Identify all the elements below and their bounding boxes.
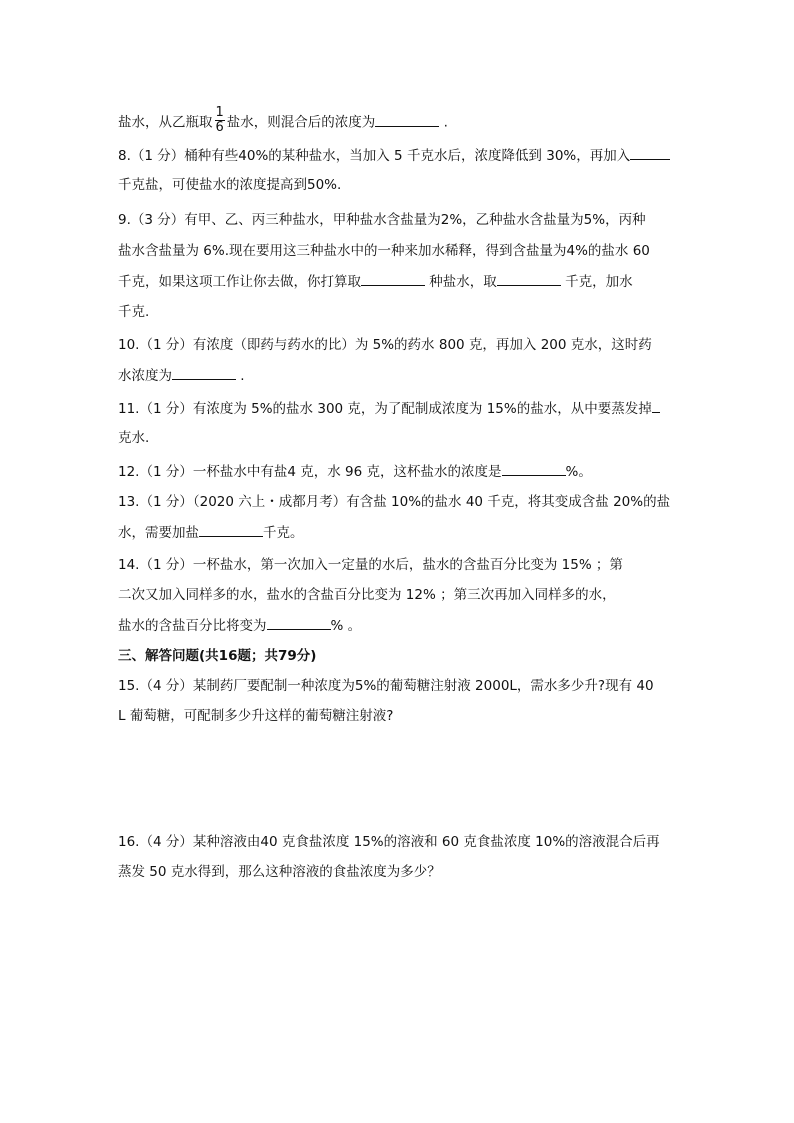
q15-text: 15.（4 分）某制药厂要配制一种浓度为5%的葡萄糖注射液 2000L，需水多少升?现有 40: [118, 678, 654, 694]
q12-answer-blank[interactable]: [502, 461, 566, 476]
q9-text: 9.（3 分）有甲、乙、丙三种盐水，甲种盐水含盐量为2%，乙种盐水含盐量为5%，丙种: [118, 212, 646, 228]
fraction-denominator: 6: [215, 120, 224, 135]
q9-text-2: 盐水含盐量为 6%.现在要用这三种盐水中的一种来加水稀释，得到含盐量为4%的盐水 60: [118, 243, 650, 259]
q7-end: .: [439, 114, 448, 131]
q8-text-2: 千克盐，可使盐水的浓度提高到50%.: [118, 177, 342, 193]
q9-text-3a: 千克，如果这项工作让你去做，你打算取: [118, 274, 361, 290]
q14-end: % 。: [330, 618, 362, 634]
q10-text-2: 水浓度为: [118, 368, 172, 384]
q12-line: [118, 461, 678, 482]
q10-line-2: [118, 365, 678, 386]
q14-line-1: [118, 555, 678, 575]
q10-text: 10.（1 分）有浓度（即药与药水的比）为 5%的药水 800 克，再加入 200 克水，这时药: [118, 337, 652, 353]
q11-text-2: 克水.: [118, 430, 150, 446]
q16-line-2: [118, 862, 678, 882]
q9-text-4: 千克.: [118, 304, 150, 320]
q14-text-2: 二次又加入同样多的水，盐水的含盐百分比变为 12% ；第三次再加入同样多的水，: [118, 587, 616, 603]
q11-answer-blank[interactable]: [652, 398, 660, 413]
q7-line: [118, 105, 678, 137]
q13-text: 13.（1 分）（2020 六上・成都月考）有含盐 10%的盐水 40 千克，将其变成含盐 20%的盐: [118, 494, 671, 510]
q12-text: 12.（1 分）一杯盐水中有盐4 克，水 96 克，这杯盐水的浓度是: [118, 464, 502, 480]
q15-line-1: [118, 676, 678, 696]
q13-answer-blank[interactable]: [199, 522, 263, 537]
q14-answer-blank[interactable]: [267, 615, 331, 630]
q8-text: 8.（1 分）桶种有些40%的某种盐水，当加入 5 千克水后，浓度降低到 30%，再加入: [118, 148, 631, 164]
q9-answer-blank-1[interactable]: [361, 271, 425, 286]
q16-text: 16.（4 分）某种溶液由40 克食盐浓度 15%的溶液和 60 克食盐浓度 10%的溶液混合后再: [118, 834, 660, 850]
q16-text-2: 蒸发 50 克水得到，那么这种溶液的食盐浓度为多少？: [118, 864, 441, 880]
q9-text-3c: 千克，加水: [560, 274, 633, 290]
q9-text-3b: 种盐水，取: [425, 274, 497, 290]
q9-line-4: [118, 302, 678, 322]
q9-line-2: [118, 241, 678, 261]
q9-answer-blank-2[interactable]: [497, 271, 561, 286]
q13-line-2: [118, 522, 678, 543]
q15-text-2: L 葡萄糖，可配制多少升这样的葡萄糖注射液?: [118, 708, 394, 724]
q15-line-2: [118, 706, 678, 726]
q7-text-2: 盐水，则混合后的浓度为: [226, 114, 376, 131]
q14-text: 14.（1 分）一杯盐水，第一次加入一定量的水后，盐水的含盐百分比变为 15% ；第: [118, 557, 623, 573]
q8-line-2: [118, 175, 678, 195]
q14-line-3: [118, 615, 678, 636]
section-3-title: [118, 646, 678, 666]
q9-line-1: [118, 210, 678, 230]
q10-answer-blank[interactable]: [172, 365, 236, 380]
q16-line-1: [118, 832, 678, 852]
q12-end: %。: [565, 464, 592, 480]
q8-answer-blank[interactable]: [630, 145, 670, 160]
section-3-title-text: 三、解答问题(共16题；共79分): [118, 648, 317, 664]
fraction-one-sixth: [215, 106, 225, 135]
q11-line-1: [118, 398, 678, 419]
q10-line-1: [118, 335, 678, 355]
q14-text-3: 盐水的含盐百分比将变为: [118, 618, 267, 634]
q13-end: 千克。: [263, 525, 304, 541]
q10-end: .: [236, 368, 245, 384]
q13-text-2: 水，需要加盐: [118, 525, 199, 541]
q14-line-2: [118, 585, 678, 605]
q7-text: 盐水，从乙瓶取: [118, 114, 213, 131]
fraction-numerator: 1: [215, 105, 224, 120]
q13-line-1: [118, 492, 678, 512]
q9-line-3: [118, 271, 678, 292]
q7-answer-blank[interactable]: [375, 112, 439, 127]
q8-line-1: [118, 145, 678, 166]
q11-text: 11.（1 分）有浓度为 5%的盐水 300 克，为了配制成浓度为 15%的盐水，从中要蒸发掉: [118, 401, 652, 417]
q11-line-2: [118, 428, 678, 448]
